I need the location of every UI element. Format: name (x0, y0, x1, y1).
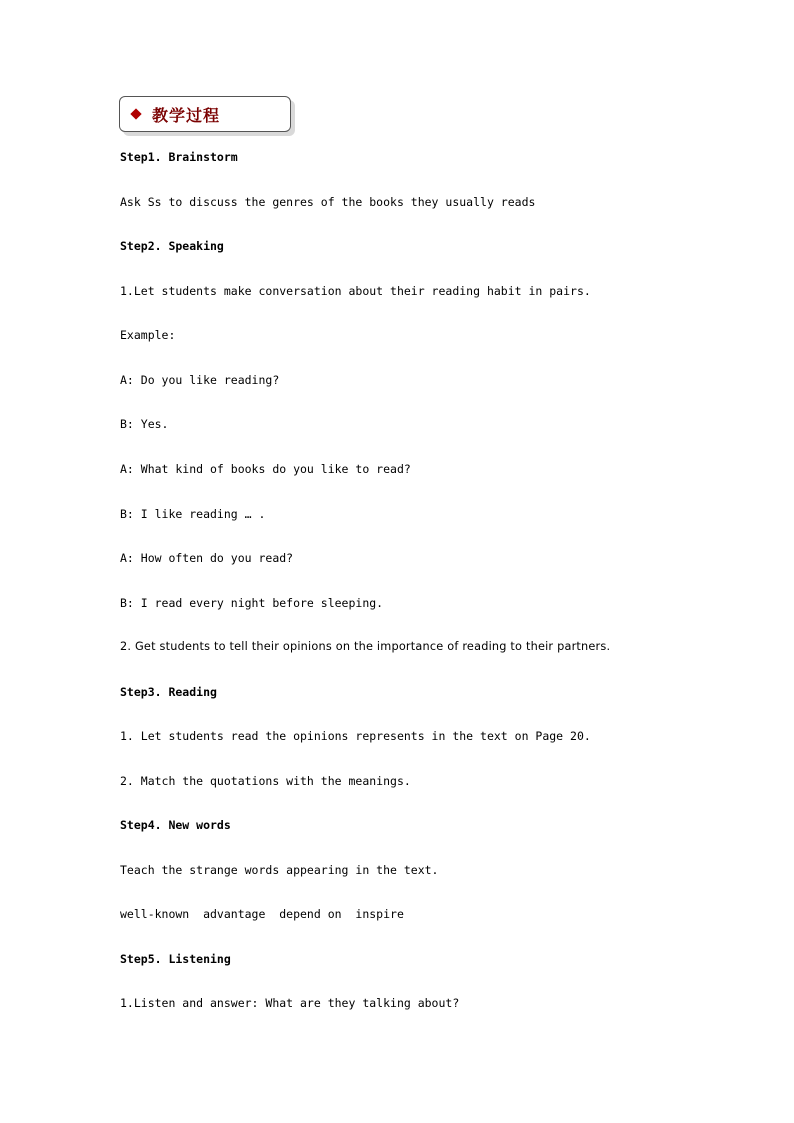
step2-item-2: 2. Get students to tell their opinions on the importance of reading to their partners. (120, 640, 611, 653)
step5-item-1: 1.Listen and answer: What are they talking about? (120, 996, 460, 1010)
diamond-bullet-icon (130, 108, 141, 119)
dialogue-line: A: What kind of books do you like to read? (120, 462, 411, 476)
dialogue-line: B: Yes. (120, 417, 169, 431)
dialogue-line: B: I like reading … . (120, 507, 266, 521)
step3-item-1: 1. Let students read the opinions represents in the text on Page 20. (120, 729, 591, 743)
step2-title: Step2. Speaking (120, 239, 224, 253)
dialogue-line: A: Do you like reading? (120, 373, 280, 387)
step5-title: Step5. Listening (120, 952, 231, 966)
section-header-box (119, 96, 291, 132)
dialogue-line: B: I read every night before sleeping. (120, 596, 384, 610)
example-label: Example: (120, 328, 176, 342)
step4-title: Step4. New words (120, 818, 231, 832)
step4-word-list: well-known advantage depend on inspire (120, 907, 404, 921)
step3-item-2: 2. Match the quotations with the meanings. (120, 774, 411, 788)
section-title: 教学过程 (152, 105, 221, 125)
dialogue-line: A: How often do you read? (120, 551, 294, 565)
step4-text: Teach the strange words appearing in the text. (120, 863, 439, 877)
step3-title: Step3. Reading (120, 685, 217, 699)
step2-item-1: 1.Let students make conversation about their reading habit in pairs. (120, 284, 591, 298)
step1-title: Step1. Brainstorm (120, 150, 238, 164)
step1-text: Ask Ss to discuss the genres of the books they usually reads (120, 195, 536, 209)
